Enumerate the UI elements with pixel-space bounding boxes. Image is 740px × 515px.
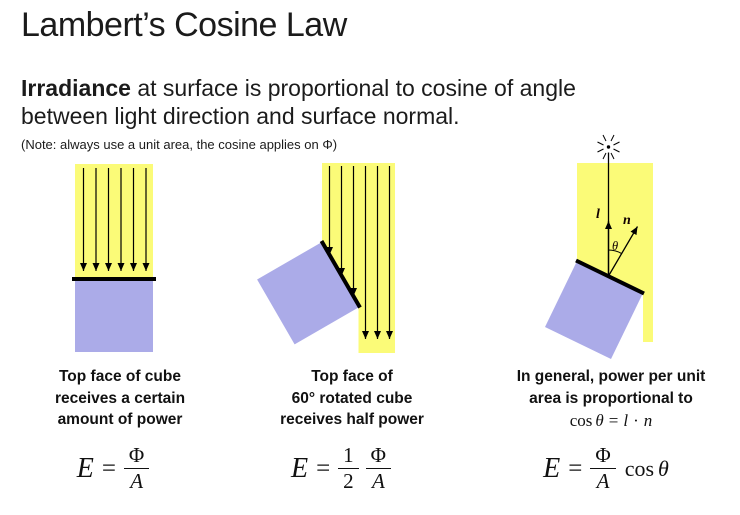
diagram-rotated-cube — [257, 163, 395, 353]
caption-general-case — [505, 366, 717, 432]
caption-line: area is proportional to — [529, 389, 693, 407]
cos-theta-term — [625, 456, 669, 482]
denominator-two: 2 — [343, 469, 354, 493]
E-symbol: E — [76, 452, 94, 484]
light-beam — [75, 164, 153, 277]
n-vector-label: n — [623, 213, 631, 228]
equals-sign: = — [101, 454, 116, 482]
dot-operator: · — [633, 411, 639, 430]
body-line-1-rest: at surface is proportional to cosine of angle — [130, 75, 576, 101]
caption-line: Top face of — [311, 368, 393, 385]
phi-symbol: Φ — [124, 444, 149, 469]
A-symbol: A — [130, 469, 144, 493]
phi-over-A-fraction — [366, 444, 391, 493]
numerator-one: 1 — [338, 444, 359, 469]
l-symbol: l — [623, 411, 629, 430]
caption-rotated-cube — [260, 366, 444, 431]
cos-text: cos — [569, 411, 593, 430]
phi-symbol: Φ — [366, 444, 391, 469]
caption-math-line — [505, 410, 717, 432]
cos-text: cos — [624, 455, 655, 481]
one-half-fraction — [338, 444, 359, 493]
A-symbol: A — [371, 469, 385, 493]
theta-symbol: θ — [595, 411, 604, 430]
caption-cube-top-face — [28, 366, 212, 431]
caption-line: receives a certain — [54, 389, 186, 407]
caption-line: Top face of cube — [58, 368, 181, 385]
note-text: (Note: always use a unit area, the cosine applies on Φ) — [21, 137, 338, 152]
A-symbol: A — [596, 469, 610, 493]
E-symbol: E — [543, 452, 561, 484]
equals-sign: = — [316, 454, 331, 482]
cube — [75, 281, 153, 352]
equation-cosine-law — [516, 444, 696, 493]
E-symbol: E — [290, 452, 309, 484]
theta-symbol: θ — [658, 455, 669, 481]
equation-half-power — [251, 444, 431, 493]
body-lead-bold: Irradiance — [21, 75, 131, 101]
n-symbol: n — [643, 411, 653, 430]
caption-line: In general, power per unit — [516, 368, 706, 385]
phi-symbol: Φ — [590, 444, 615, 469]
equals-sign: = — [568, 454, 583, 482]
caption-line: amount of power — [57, 411, 183, 428]
body-line-2: between light direction and surface normal. — [21, 103, 460, 129]
phi-over-A-fraction — [590, 444, 615, 493]
theta-label: θ — [612, 239, 619, 253]
caption-line: receives half power — [280, 411, 424, 428]
l-vector-label: l — [596, 207, 600, 222]
equation-irradiance — [23, 444, 203, 493]
page-title: Lambert’s Cosine Law — [21, 6, 347, 44]
caption-line: 60° rotated cube — [291, 389, 413, 407]
equals-sign: = — [608, 411, 619, 430]
diagram-general-case — [545, 135, 653, 359]
phi-over-A-fraction — [124, 444, 149, 493]
diagram-cube-top-face — [72, 164, 156, 352]
